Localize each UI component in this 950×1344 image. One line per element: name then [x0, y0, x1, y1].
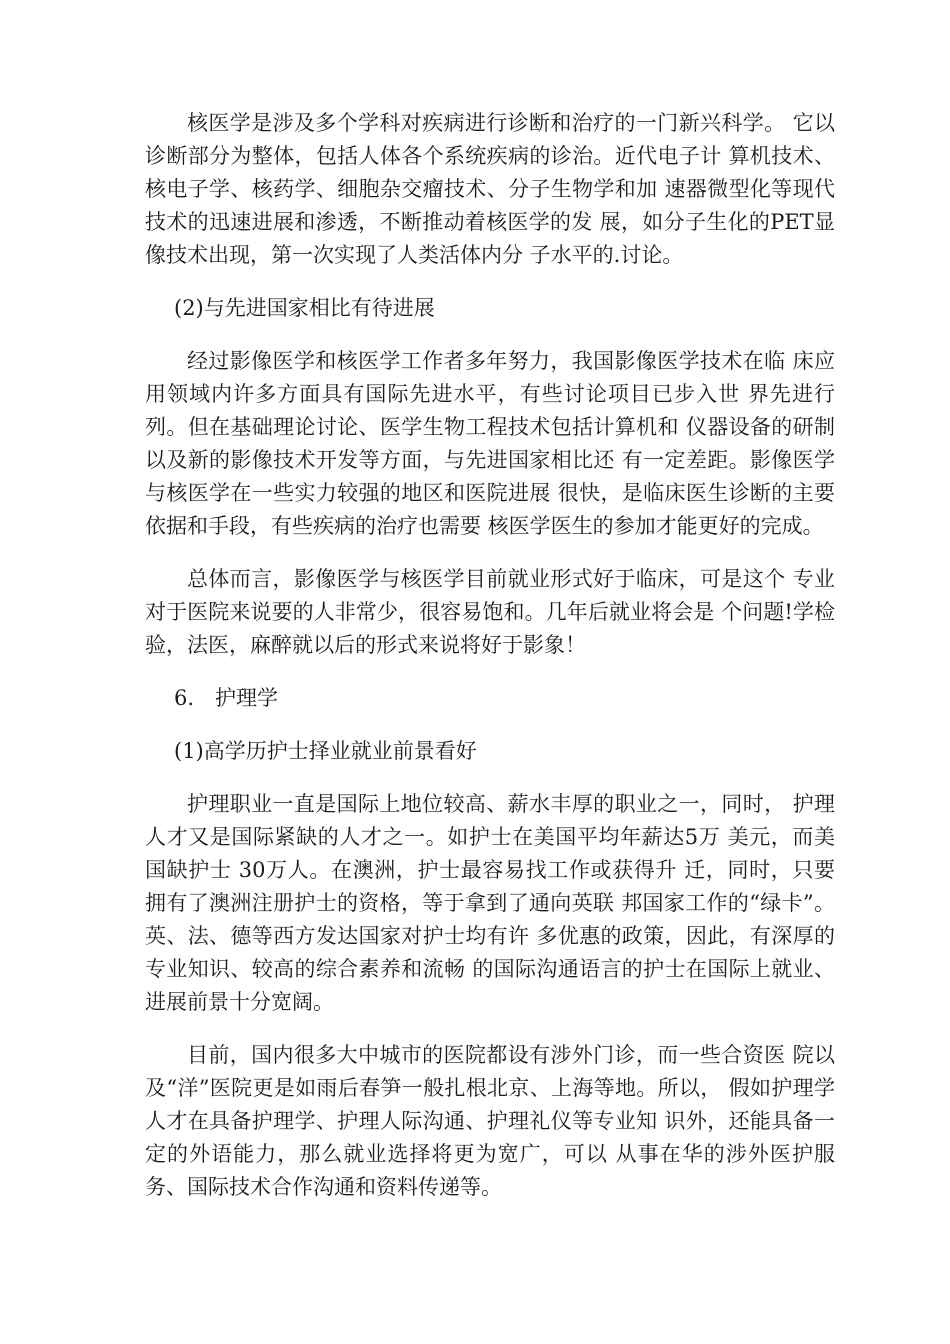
paragraph-nursing-domestic: 目前，国内很多大中城市的医院都设有涉外门诊，而一些合资医 院以及“洋”医院更是如雨后春笋一般扎根北京、上海等地。所以， 假如护理学人才在具备护理学、护理人际沟通、护理礼仪等专业知 识外，还能具备一定的外语能力，那么就业选择将更为宽广，可以 从事在华的涉外医护服务、国际技术合作沟通和资料传递等。: [145, 1043, 835, 1199]
subheading-compare-advanced-countries: (2)与先进国家相比有待进展: [174, 296, 435, 320]
subheading-nurse-prospects: (1)高学历护士择业就业前景看好: [174, 739, 477, 763]
paragraph-imaging-progress: 经过影像医学和核医学工作者多年努力，我国影像医学技术在临 床应用领域内许多方面具有国际先进水平，有些讨论项目已步入世 界先进行列。但在基础理论讨论、医学生物工程技术包括计算机和 仪器设备的研制以及新的影像技术开发等方面，与先进国家相比还 有一定差距。影像医学与核医学在一些实力较强的地区和医院进展 很快，是临床医生诊断的主要依据和手段，有些疾病的治疗也需要 核医学医生的参加才能更好的完成。: [145, 349, 835, 538]
paragraph-employment-summary: 总体而言，影像医学与核医学目前就业形式好于临床，可是这个 专业对于医院来说要的人非常少，很容易饱和。几年后就业将会是 个问题!学检验，法医，麻醉就以后的形式来说将好于影象！: [145, 567, 835, 657]
document-page: [145, 107, 835, 1204]
paragraph-nuclear-medicine-intro: 核医学是涉及多个学科对疾病进行诊断和治疗的一门新兴科学。 它以诊断部分为整体，包括人体各个系统疾病的诊治。近代电子计 算机技术、核电子学、核药学、细胞杂交瘤技术、分子生物学和加 速器微型化等现代技术的迅速进展和渗透，不断推动着核医学的发 展，如分子生化的PET显像技术出现，第一次实现了人类活体内分 子水平的.讨论。: [145, 111, 835, 267]
section-heading-nursing: 6. 护理学: [174, 686, 279, 710]
paragraph-nursing-international: 护理职业一直是国际上地位较高、薪水丰厚的职业之一，同时， 护理人才又是国际紧缺的人才之一。如护士在美国平均年薪达5万 美元，而美国缺护士 30万人。在澳洲，护士最容易找工作或获得升 迁，同时，只要拥有了澳洲注册护士的资格，等于拿到了通向英联 邦国家工作的“绿卡”。英、法、德等西方发达国家对护士均有许 多优惠的政策，因此，有深厚的专业知识、较高的综合素养和流畅 的国际沟通语言的护士在国际上就业、进展前景十分宽阔。: [145, 792, 835, 1014]
